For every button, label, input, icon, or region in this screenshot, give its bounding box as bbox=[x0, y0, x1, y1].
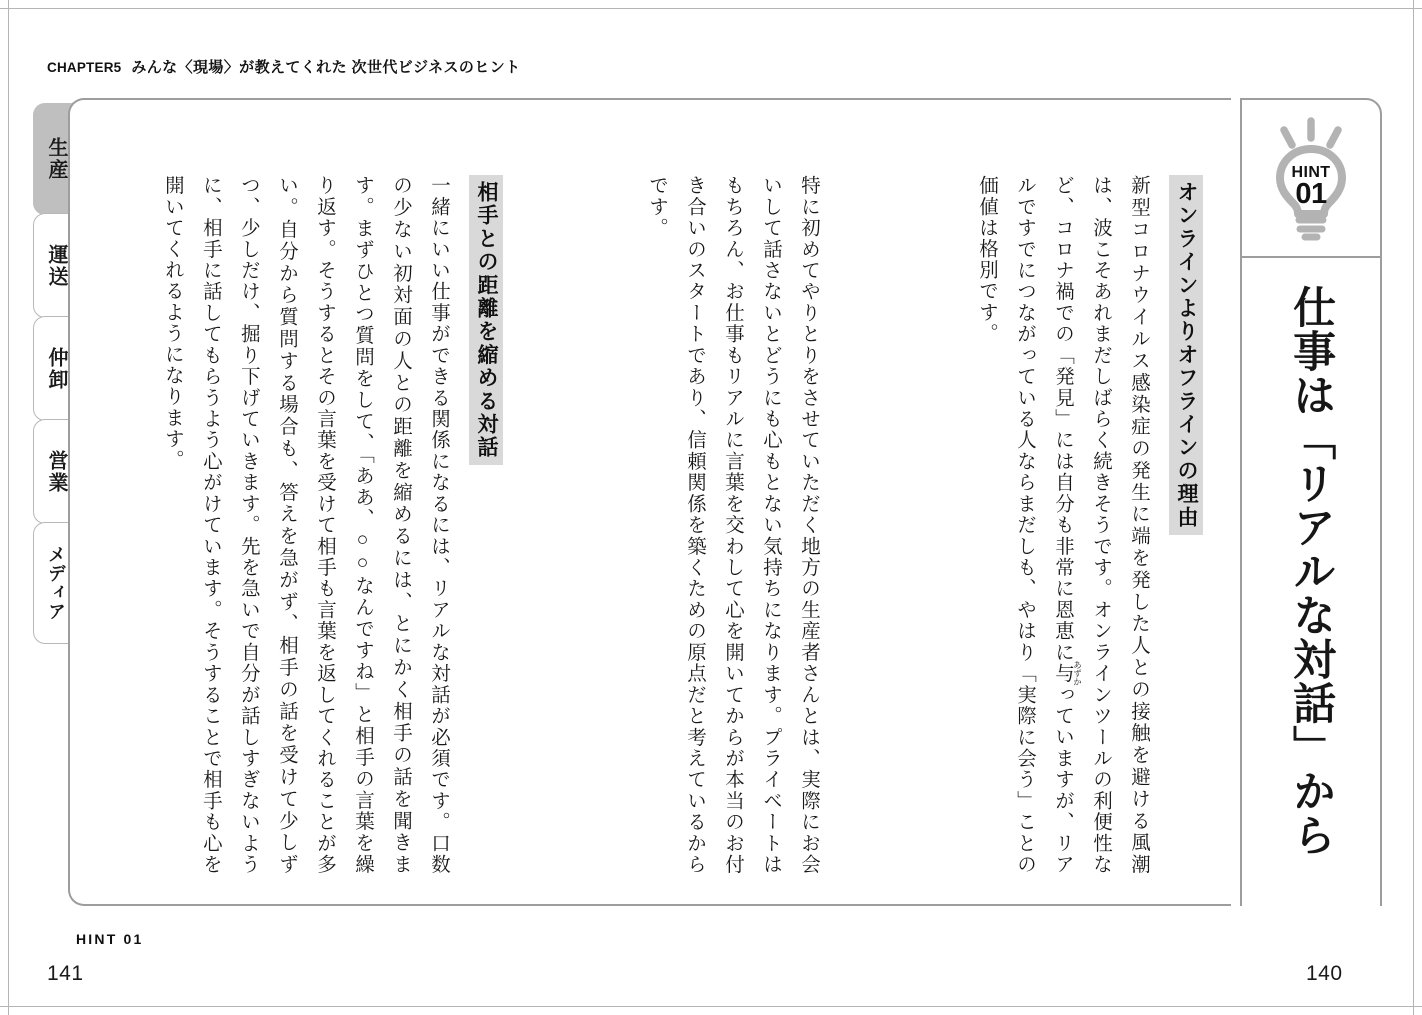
running-head bbox=[47, 56, 521, 77]
trim-line-bottom bbox=[0, 1006, 1422, 1007]
section-heading-1: オンラインよりオフラインの理由 bbox=[1169, 175, 1203, 535]
page-title-text: 仕事は「リアルな対話」から bbox=[1287, 285, 1336, 857]
sidebar-item-label: 仲卸 bbox=[45, 346, 67, 391]
section-heading-2: 相手との距離を縮める対話 bbox=[469, 175, 503, 465]
sidebar-item-label: 営業 bbox=[45, 449, 67, 494]
footer-hint-label: HINT 01 bbox=[76, 931, 144, 947]
page-number-right: 140 bbox=[1306, 962, 1343, 985]
page-number-left: 141 bbox=[47, 962, 84, 985]
vertical-text-body bbox=[95, 175, 1215, 875]
running-head-chapter: CHAPTER5 bbox=[47, 60, 122, 75]
trim-line-top bbox=[0, 8, 1422, 9]
page-title bbox=[1240, 285, 1382, 885]
ruby-reading: あずか bbox=[1072, 660, 1083, 687]
hint-word: HINT bbox=[1291, 164, 1331, 181]
paragraph: 一緒にいい仕事ができる関係になるには、リアルな対話が必須です。口数の少ない初対面の人との距離を縮めるには、とにかく相手の話を聞きます。まずひとつ質問をして、「ああ、○○なんですね」と相手の言葉を繰り返す。そうするとその言葉を受けて相手も言葉を返してくれることが多い。自分から質問する場合も、答えを急がず、相手の話を受けて少しずつ、少しだけ、掘り下げていきます。先を急いで自分が話しすぎないように、相手に話してもらうよう心がけています。そうすることで相手も心を開いてくれるようになります。 bbox=[161, 175, 449, 875]
hint-number: 01 bbox=[1295, 178, 1327, 210]
sidebar-item-label: 運送 bbox=[45, 243, 67, 288]
trim-line-right bbox=[1413, 0, 1414, 1015]
paragraph: 新型コロナウイルス感染症の発生に端を発した人との接触を避ける風潮は、波こそあれまだしばらく続きそうです。オンラインツールの利便性など、コロナ禍での「発見」には自分も非常に恩恵に与 あずかっていますが、リアルですでにつながっている人ならまだしも、やはり「実際に会う」ことの価値は格別です。 bbox=[975, 175, 1149, 875]
ruby-annotation: 与 あずか bbox=[1051, 660, 1083, 687]
hint-badge-box bbox=[1240, 98, 1382, 258]
running-head-title: みんな〈現場〉が教えてくれた 次世代ビジネスのヒント bbox=[131, 59, 521, 76]
lightbulb-icon bbox=[1263, 115, 1359, 241]
paragraph: 特に初めてやりとりをさせていただく地方の生産者さんとは、実際にお会いして話さないとどうにも心もとない気持ちになります。プライベートはもちろん、お仕事もリアルに言葉を交わして心を開いてからが本当のお付き合いのスタートであり、信頼関係を築くための原点だと考えているからです。 bbox=[645, 175, 819, 875]
sidebar-item-label: 生産 bbox=[45, 137, 67, 181]
trim-line-left bbox=[8, 0, 9, 1015]
sidebar-item-label: メディア bbox=[45, 545, 66, 621]
